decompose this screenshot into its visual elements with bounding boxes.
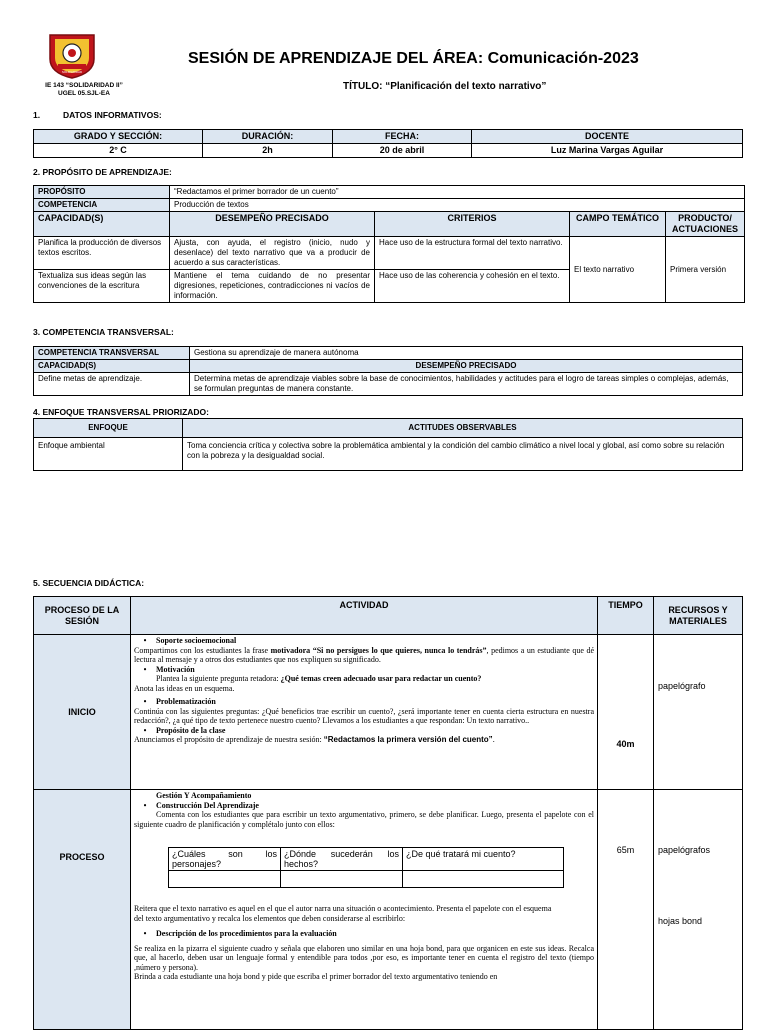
proposito-label: PROPÓSITO [34, 186, 170, 199]
criterio-1: Hace uso de la estructura formal del texto narrativo. [375, 237, 570, 270]
ct-desempeno-value: Determina metas de aprendizaje viables sobre la base de conocimientos, habilidades y actitudes para el logro de tareas simples o complejas, además, se formulan preguntas de manera constante. [190, 373, 743, 396]
session-subtitle: TÍTULO: “Planificación del texto narrativo” [343, 81, 547, 92]
datos-table [33, 129, 743, 158]
duracion-value: 2h [203, 144, 333, 158]
inicio-p3: Continúa con las siguientes preguntas: ¿Qué beneficios trae escribir un cuento?, ¿será importante tener en cuenta cierta estructura en nuestra redacción?, ¿a qué tipo de texto pertenece nuestro cuento? Llevamos a los estudiantes a que respondan: Un texto narrativo.. [134, 706, 594, 725]
recursos-header: RECURSOS Y MATERIALES [654, 597, 743, 635]
desempeno-header: DESEMPEÑO PRECISADO [170, 212, 375, 237]
proceso-p4: Brinda a cada estudiante una hoja bond y pide que escriba el primer borrador del texto argumentativo teniendo en [134, 972, 498, 981]
inicio-p4: Anunciamos el propósito de aprendizaje de nuestra sesión: “Redactamos la primera versión del cuento”. [134, 735, 495, 744]
duracion-header: DURACIÓN: [203, 130, 333, 144]
capacidad-header: CAPACIDAD(S) [34, 212, 170, 237]
campo-tematico: El texto narrativo [570, 237, 666, 303]
proceso-recursos [654, 790, 743, 1030]
proceso-p2a: Reitera que el texto narrativo es aquel en el que el autor narra una situación o acontecimiento. Presenta el papelote con el esquema [134, 904, 552, 913]
inicio-p2c: Anota las ideas en un esquema. [134, 683, 235, 693]
enfoque-table [33, 418, 743, 471]
ct-desempeno-header: DESEMPEÑO PRECISADO [190, 360, 743, 373]
inicio-p1: Compartimos con los estudiantes la frase motivadora “Si no persigues lo que quieres, nunca lo tendrás”, pedimos a un estudiante que dé lectura al mensaje y a otros dos estudiantes que nos expliquen su significado. [134, 645, 594, 664]
planning-a2 [281, 871, 403, 888]
proceso-activity: Gestión Y Acompañamiento • Construcción Del Aprendizaje Comenta con los estudiantes que para escribir un texto argumentativo, primero, se debe planificar. Luego, presenta el papelote con el siguiente cuadro de planificación y complétalo junto con ellos: ¿Cuáles son los personajes? ¿Dónde sucederán los hechos? ¿De qué tratará mi cuento? Reitera que el texto narrativo es aquel en el que el autor narra una situación o acontecimiento. Presenta el papelote con el esquema del texto argumentativo y recalca los elementos que deben considerarse al escribirlo: • Descripción de los procedimientos para la evaluación Se realiza en la pizarra el siguiente cuadro y señala que elaboren uno similar en una hoja bond, para que organicen en este sus ideas. Recalca que, al hacerlo, deben usar un lenguaje formal y entendible para todos ,por eso, es importante tener en cuenta el registro del texto (tiempo ,número y persona). Brinda a cada estudiante una hoja bond y pide que escriba el primer borrador del texto argumentativo teniendo en [131, 790, 598, 1030]
section-4-heading: 4. ENFOQUE TRANSVERSAL PRIORIZADO: [33, 407, 209, 417]
desempeno-2: Mantiene el tema cuidando de no presentar digresiones, repeticiones, contradicciones ni vacíos de información. [170, 270, 375, 303]
proceso-p2b: del texto argumentativo y recalca los elementos que deben considerarse al escribirlo: [134, 913, 406, 923]
planning-a3 [403, 871, 564, 888]
enfoque-value: Enfoque ambiental [34, 438, 183, 471]
inicio-recursos: papelógrafo [654, 635, 743, 790]
inicio-b2: Motivación [156, 664, 195, 674]
logo-text: SOLIDARIDAD [61, 70, 83, 74]
inicio-b1: Soporte socioemocional [156, 636, 237, 645]
docente-header: DOCENTE [472, 130, 743, 144]
ct-value: Gestiona su aprendizaje de manera autónoma [190, 347, 743, 360]
competencia-value: Producción de textos [170, 199, 745, 212]
section-2-heading: 2. PROPÓSITO DE APRENDIZAJE: [33, 167, 172, 177]
school-line-2: UGEL 05.SJL-EA [58, 90, 110, 97]
capacidad-1: Planifica la producción de diversos textos escritos. [34, 237, 170, 270]
proceso-h1: Gestión Y Acompañamiento [156, 791, 252, 800]
school-line-1: IE 143 “SOLIDARIDAD II” [45, 82, 123, 89]
ct-label: COMPETENCIA TRANSVERSAL [34, 347, 190, 360]
proceso-recursos-2: hojas bond [658, 916, 703, 926]
desempeno-1: Ajusta, con ayuda, el registro (inicio, nudo y desenlace) del texto narrativo que va a producir de acuerdo a sus características. [170, 237, 375, 270]
planning-q3: ¿De qué tratará mi cuento? [403, 848, 564, 871]
inicio-b3: Problematización [156, 697, 216, 706]
inicio-activity: • Soporte socioemocional Compartimos con los estudiantes la frase motivadora “Si no persigues lo que quieres, nunca lo tendrás”, pedimos a un estudiante que dé lectura al mensaje y a otros dos estudiantes que nos expliquen su significado. • Motivación Plantea la siguiente pregunta retadora: ¿Qué temas creen adecuado usar para redactar un cuento? Anota las ideas en un esquema. • Problematización Continúa con las siguientes preguntas: ¿Qué beneficios trae escribir un cuento?, ¿será importante tener en cuenta cierta estructura en nuestra redacción?, ¿a qué tipo de texto pertenece nuestro cuento? Llevamos a los estudiantes a que respondan: Un texto narrativo.. • Propósito de la clase Anunciamos el propósito de aprendizaje de nuestra sesión: “Redactamos la primera versión del cuento”. [131, 635, 598, 790]
section-1-number: 1. [33, 110, 41, 120]
page-title: SESIÓN DE APRENDIZAJE DEL ÁREA: Comunicación-2023 [188, 50, 639, 67]
proposito-table [33, 185, 745, 303]
tiempo-header: TIEMPO [598, 597, 654, 635]
producto-header: PRODUCTO/ ACTUACIONES [666, 212, 745, 237]
planning-q1: ¿Cuáles son los personajes? [169, 848, 281, 871]
proceso-p3: Se realiza en la pizarra el siguiente cuadro y señala que elaboren uno similar en una hoja bond, para que organicen en este sus ideas. Recalca que, al hacerlo, deben usar un lenguaje formal y entendible para todos ,por eso, es importante tener en cuenta el registro del texto (tiempo ,número y persona). [134, 943, 594, 972]
planning-table [168, 847, 564, 888]
section-3-heading: 3. COMPETENCIA TRANSVERSAL: [33, 327, 174, 337]
school-name [44, 82, 124, 98]
producto-value: Primera versión [666, 237, 745, 303]
actividad-header: ACTIVIDAD [131, 597, 598, 635]
criterio-2: Hace uso de las coherencia y cohesión en el texto. [375, 270, 570, 303]
inicio-b4: Propósito de la clase [156, 725, 226, 735]
proposito-value: “Redactamos el primer borrador de un cuento” [170, 186, 745, 199]
capacidad-2: Textualiza sus ideas según las convenciones de la escritura [34, 270, 170, 303]
grado-value: 2° C [34, 144, 203, 158]
section-1-heading [33, 110, 162, 120]
competencia-transversal-table [33, 346, 743, 396]
inicio-label: INICIO [34, 635, 131, 790]
grado-header: GRADO Y SECCIÓN: [34, 130, 203, 144]
campo-header: CAMPO TEMÁTICO [570, 212, 666, 237]
actitudes-value: Toma conciencia crítica y colectiva sobre la problemática ambiental y la condición del cambio climático a nivel local y global, así como sobre su relación con la pobreza y la desigualdad social. [183, 438, 743, 471]
fecha-value: 20 de abril [333, 144, 472, 158]
section-1-title: DATOS INFORMATIVOS: [63, 110, 162, 120]
criterios-header: CRITERIOS [375, 212, 570, 237]
secuencia-table [33, 596, 743, 1030]
proceso-tiempo: 65m [598, 790, 654, 1030]
section-5-heading: 5. SECUENCIA DIDÁCTICA: [33, 578, 145, 588]
enfoque-header: ENFOQUE [34, 419, 183, 438]
actitudes-header: ACTITUDES OBSERVABLES [183, 419, 743, 438]
proceso-b2: Descripción de los procedimientos para la evaluación [156, 929, 337, 938]
proceso-header: PROCESO DE LA SESIÓN [34, 597, 131, 635]
proceso-b1: Construcción Del Aprendizaje [156, 800, 259, 810]
ct-capacidad-value: Define metas de aprendizaje. [34, 373, 190, 396]
planning-q2: ¿Dónde sucederán los hechos? [281, 848, 403, 871]
ct-capacidad-header: CAPACIDAD(S) [34, 360, 190, 373]
proceso-recursos-1: papelógrafos [658, 845, 711, 855]
planning-a1 [169, 871, 281, 888]
competencia-label: COMPETENCIA [34, 199, 170, 212]
proceso-p1: Comenta con los estudiantes que para escribir un texto argumentativo, primero, se debe planificar. Luego, presenta el papelote con el siguiente cuadro de planificación y complétalo junto con ellos: [134, 810, 594, 829]
proceso-label: PROCESO [34, 790, 131, 1030]
docente-value: Luz Marina Vargas Aguilar [472, 144, 743, 158]
inicio-p2: Plantea la siguiente pregunta retadora: ¿Qué temas creen adecuado usar para redactar un cuento? [156, 674, 482, 683]
inicio-tiempo: 40m [598, 635, 654, 790]
fecha-header: FECHA: [333, 130, 472, 144]
